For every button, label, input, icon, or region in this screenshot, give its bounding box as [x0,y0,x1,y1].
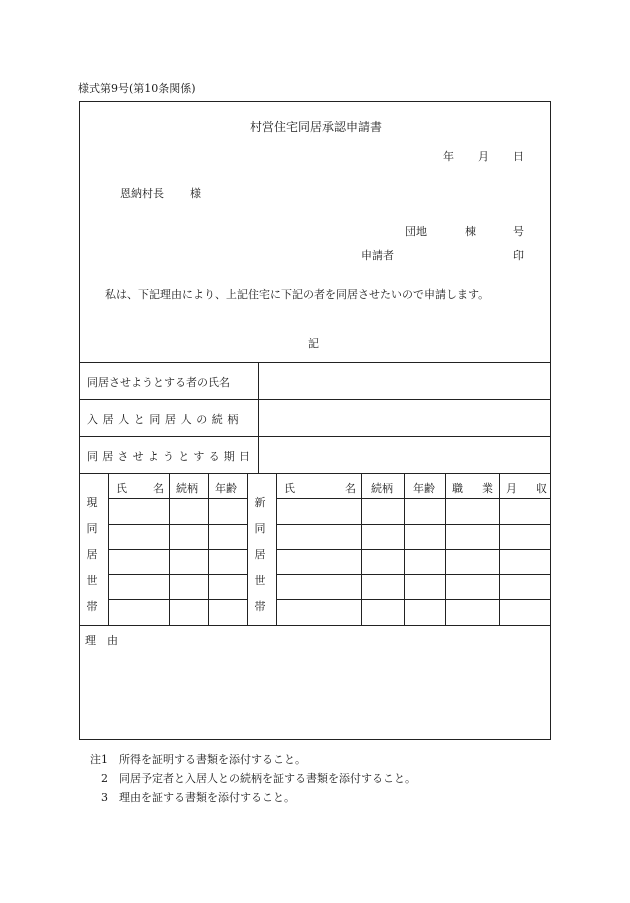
date-year-label: 年 [443,150,454,163]
table-row-line [276,574,551,575]
ki-label: 記 [308,337,319,350]
note-item: 3 理由を証する書類を添付すること。 [90,791,295,804]
table-column-divider [247,473,248,625]
divider-line [79,625,551,626]
table-column-divider [404,473,405,625]
table-column-divider [169,473,170,625]
new-age-header: 年齢 [413,482,435,495]
cohabitant-name-label: 同居させようとする者の氏名 [87,376,230,389]
new-household-label: 新 同 居 世 帯 [254,496,266,613]
label-column-divider [258,362,259,473]
table-column-divider [499,473,500,625]
table-row-line [276,549,551,550]
notes-list [90,750,416,807]
new-relation-header: 続柄 [371,482,393,495]
current-name-header-a: 氏 [116,482,127,495]
danchi-label: 団地 [405,225,427,238]
table-header-line [276,498,551,499]
applicant-label: 申請者 [361,249,394,262]
table-row-line [108,574,247,575]
current-name-header-b: 名 [153,482,164,495]
table-row-line [108,599,247,600]
addressee-name: 恩納村長 [120,187,164,200]
current-age-header: 年齢 [215,482,237,495]
divider-line [79,473,551,474]
table-column-divider [445,473,446,625]
table-column-divider [108,473,109,625]
period-label: 同居させようとする期日 [87,450,255,463]
table-row-line [108,524,247,525]
table-row-line [108,549,247,550]
divider-line [79,436,551,437]
table-row-line [276,524,551,525]
note-item: 2 同居予定者と入居人との続柄を証する書類を添付すること。 [90,772,416,785]
form-number-label: 様式第9号(第10条関係) [78,82,196,95]
divider-line [79,362,551,363]
new-name-header-a: 氏 [284,482,295,495]
current-relation-header: 続柄 [176,482,198,495]
new-income-header-b: 収 [536,482,547,495]
divider-line [79,399,551,400]
form-title: 村営住宅同居承認申請書 [250,120,383,134]
table-row-line [276,599,551,600]
new-name-header-b: 名 [345,482,356,495]
new-job-header-a: 職 [452,482,463,495]
date-day-label: 日 [513,150,524,163]
note-item: 注1 所得を証明する書類を添付すること。 [90,753,306,766]
relationship-label: 入居人と同居人の続柄 [87,413,243,426]
seal-label: 印 [513,249,524,262]
addressee-honorific: 様 [190,187,201,200]
new-income-header-a: 月 [506,482,517,495]
current-household-label: 現 同 居 世 帯 [86,496,98,613]
table-column-divider [276,473,277,625]
date-month-label: 月 [478,150,489,163]
table-column-divider [208,473,209,625]
number-label: 号 [513,225,524,238]
table-header-line [108,498,247,499]
table-column-divider [361,473,362,625]
building-label: 棟 [465,225,476,238]
new-job-header-b: 業 [482,482,493,495]
reason-label: 理 由 [85,634,118,647]
application-statement: 私は、下記理由により、上記住宅に下記の者を同居させたいので申請します。 [105,288,490,301]
